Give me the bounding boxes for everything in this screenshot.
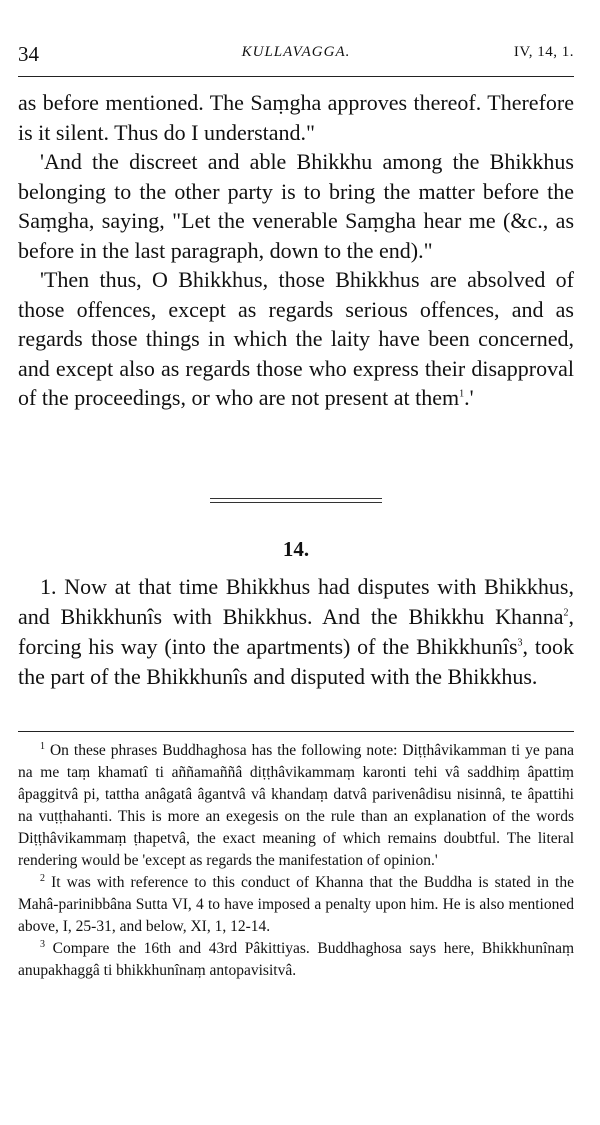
section-text-a: 1. Now at that time Bhikkhus had disputes with Bhikkhus, and Bhikkhunîs with Bhikkhus. And the Bhikkhu Khanna — [18, 574, 574, 629]
section-separator — [210, 498, 382, 506]
footnote-2 — [18, 872, 574, 938]
footnote-rule — [18, 731, 574, 732]
section-text-b: , forcing his way (into the apartments) of the Bhikkhunîs — [18, 604, 574, 659]
page-header — [18, 36, 574, 66]
section-reference: IV, 14, 1. — [513, 44, 574, 60]
running-title: KULLAVAGGA. — [241, 44, 351, 60]
footnote-2-mark: 2 — [40, 872, 45, 884]
paragraph-motion: 'And the discreet and able Bhikkhu among the Bhikkhus belonging to the other party is to bring the matter before the Saṃgha, saying, "Let the venerable Saṃgha hear me (&c., as before in the last paragraph, down to the end)." — [18, 149, 574, 263]
paragraph-absolution-end: .' — [464, 385, 474, 410]
header-rule — [18, 76, 574, 77]
footnote-3-text: Compare the 16th and 43rd Pâkittiyas. Buddhaghosa says here, Bhikkhunînaṃ anupakhaggâ ti bhikkhunînaṃ antopavisitvâ. — [18, 940, 575, 979]
main-text — [18, 88, 574, 413]
paragraph-continuation: as before mentioned. The Saṃgha approves thereof. Therefore is it silent. Thus do I understand." — [18, 90, 574, 145]
footnote-2-text: It was with reference to this conduct of Khanna that the Buddha is stated in the Mahâ-parinibbâna Sutta VI, 4 to have imposed a penalty upon him. He is also mentioned above, I, 25-31, and below, XI, 1, 12-14. — [18, 874, 574, 935]
footnote-1-text: On these phrases Buddhaghosa has the following note: Diṭṭhâvikamman ti ye pana na me taṃ khamatî ti aññamaññâ diṭṭhâvikammaṃ karonti tehi vâ saddhiṃ âpattiṃ âpaggitvâ pi, tattha anâgatâ âgantvâ vâ khandaṃ datvâ parivenâdisu nisinnâ, te âpattihi na vuṭṭhahanti. This is more an exegesis on the rule than an explanation of the words Diṭṭhâvikammaṃ ṭhapetvâ, the exact meaning of which remains doubtful. The literal rendering would be 'except as regards the manifestation of opinion.' — [18, 742, 574, 869]
paragraph-absolution — [18, 265, 574, 413]
footnote-ref-3: 3 — [517, 637, 523, 649]
paragraph-absolution-text: 'Then thus, O Bhikkhus, those Bhikkhus are absolved of those offences, except as regards serious offences, and as regards those things in which the laity have been concerned, and except also as regards those who express their disapproval of the proceedings, or who are not present at them — [18, 267, 574, 410]
footnotes — [18, 740, 574, 982]
page-number: 34 — [18, 42, 39, 66]
section-text-c: , took the part of the Bhikkhunîs and disputed with the Bhikkhus. — [18, 634, 574, 689]
footnote-3-mark: 3 — [40, 938, 45, 950]
footnote-1-mark: 1 — [40, 740, 45, 752]
section-paragraph — [18, 572, 574, 692]
footnote-3 — [18, 938, 574, 982]
footnote-ref-1: 1 — [459, 388, 465, 400]
footnote-ref-2: 2 — [563, 607, 569, 619]
section-number: 14. — [282, 537, 310, 561]
footnote-1 — [18, 740, 574, 872]
